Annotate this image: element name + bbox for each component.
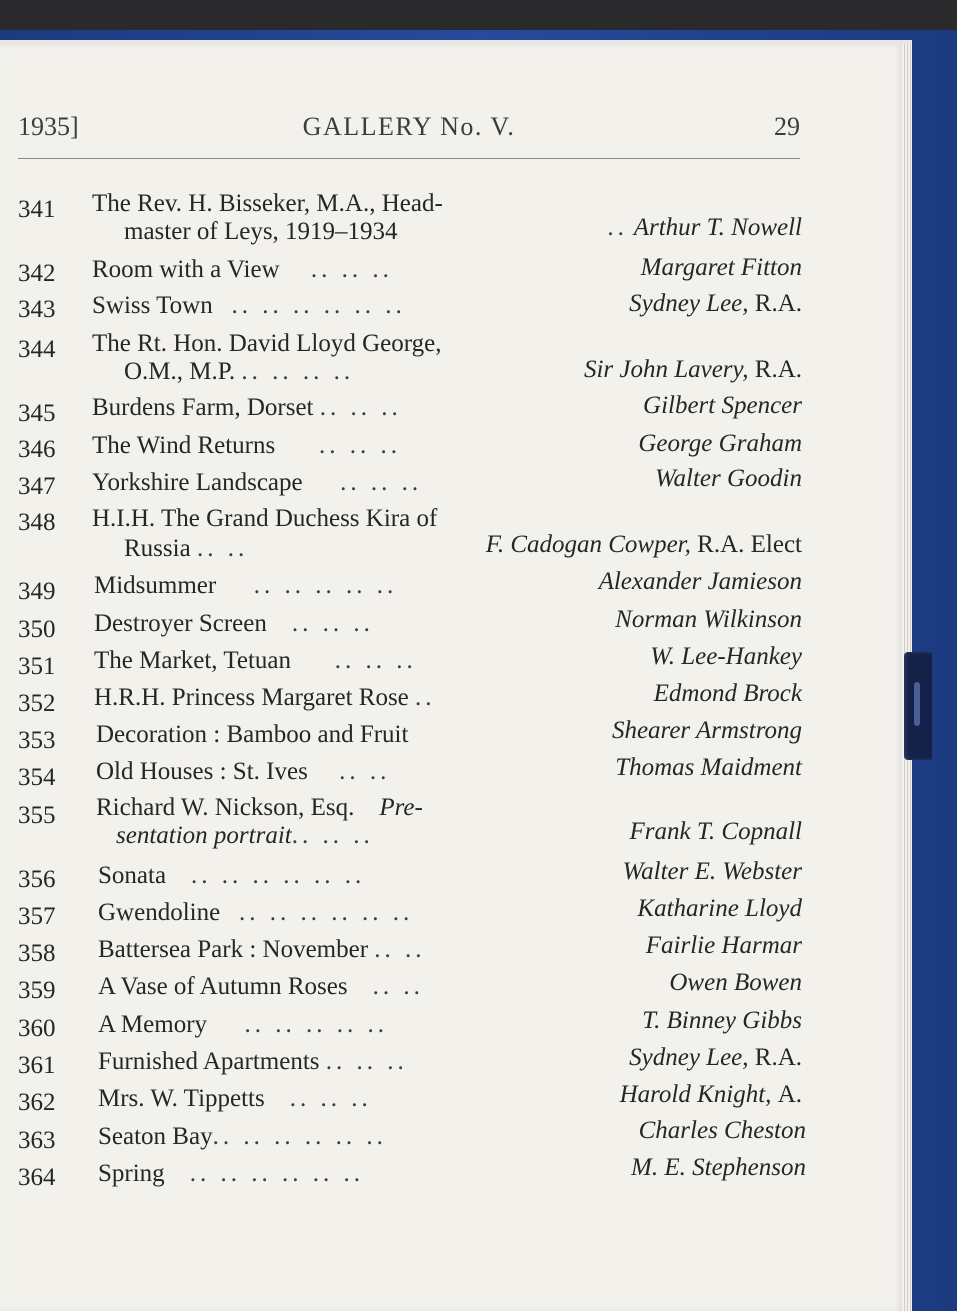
entry-number: 343: [18, 296, 56, 323]
entry-title-text: A Vase of Autumn Roses: [98, 973, 348, 1000]
entry-title-line2: [124, 358, 354, 386]
entry-artist: [629, 1044, 802, 1072]
leader-dots: .. .. .. .. .. ..: [212, 1123, 387, 1150]
entry-title: [98, 1123, 387, 1151]
entry-number: 356: [18, 866, 56, 893]
entry-artist: T. Binney Gibbs: [642, 1007, 802, 1034]
entry-title: [98, 1011, 388, 1039]
leader-dots: .. .. .. .. ..: [244, 1011, 389, 1038]
entry-title: [98, 862, 365, 890]
entry-title-text: Decoration : Bamboo and Fruit: [96, 721, 409, 748]
entry-title-text: Room with a View: [92, 256, 280, 283]
leader-dots: .. .. .. ..: [241, 358, 355, 385]
entry-artist: Thomas Maidment: [615, 754, 802, 781]
artist-name: Sir John Lavery,: [583, 356, 755, 383]
entry-title: [96, 721, 408, 749]
catalogue-entry: [0, 330, 902, 390]
leader-dots: .. .. .. .. .. ..: [231, 292, 406, 319]
entry-artist: [584, 356, 802, 384]
catalogue-entry: [0, 1007, 902, 1042]
header-page-number: 29: [774, 112, 800, 141]
entry-number: 348: [18, 509, 56, 536]
catalogue-entry: [0, 717, 902, 754]
entry-title: [98, 1048, 408, 1076]
leader-dots: .. .. ..: [340, 469, 423, 496]
catalogue-entry: [0, 1044, 902, 1079]
entry-title-line2-text: sentation portrait: [116, 822, 292, 849]
entry-number: 345: [18, 400, 56, 427]
entry-title-text: H.R.H. Princess Margaret Rose: [94, 684, 409, 711]
entry-title-text: Gwendoline: [98, 899, 221, 926]
entry-title: [92, 256, 393, 284]
running-header: [18, 112, 800, 158]
catalogue-entry: [0, 680, 902, 717]
entry-title-text: Richard W. Nickson, Esq.: [96, 794, 355, 821]
artist-name: F. Cadogan Cowper,: [485, 531, 698, 558]
entry-artist: Walter Goodin: [655, 465, 802, 492]
leader-dots: .. .. .. .. ..: [253, 572, 398, 599]
entry-number: 361: [18, 1052, 56, 1079]
entry-number: 346: [18, 436, 56, 463]
catalogue-entry: [0, 190, 902, 250]
entry-artist: Frank T. Copnall: [629, 818, 802, 845]
leader-dots: .. .. ..: [291, 822, 374, 849]
entry-title: [96, 794, 423, 822]
catalogue-entry: [0, 254, 902, 287]
entry-title-text: The Market, Tetuan: [94, 647, 292, 674]
entry-title-text: Destroyer Screen: [94, 610, 267, 637]
entry-title: [98, 899, 413, 927]
leader-dots: .. ..: [374, 936, 426, 963]
entry-title-italic: Pre-: [373, 794, 423, 821]
leader-dots: .. .. .. .. .. ..: [191, 862, 366, 889]
entry-title: [94, 610, 374, 638]
leader-dots: .. ..: [372, 973, 424, 1000]
entry-title: [96, 758, 390, 786]
leader-dots: ..: [415, 684, 436, 711]
leader-dots: .. .. .. .. .. ..: [238, 899, 414, 926]
entry-artist: Fairlie Harmar: [645, 932, 802, 959]
catalogue-entry: [0, 568, 902, 605]
entry-number: 349: [18, 578, 56, 605]
entry-number: 352: [18, 690, 56, 717]
entry-title: H.I.H. The Grand Duchess Kira of: [92, 505, 438, 532]
entry-title-text: Sonata: [98, 862, 167, 889]
catalogue-entry: [0, 1154, 902, 1191]
entry-title-line2-text: O.M., M.P.: [124, 358, 236, 385]
header-rule: [18, 158, 800, 159]
entry-title-text: Swiss Town: [92, 292, 213, 319]
artist-honour: R.A.: [754, 290, 802, 317]
header-gallery-title: GALLERY No. V.: [302, 112, 516, 141]
leader-dots: .. ..: [339, 758, 391, 785]
entry-artist: Alexander Jamieson: [598, 568, 802, 595]
entry-title-text: Yorkshire Landscape: [92, 469, 303, 496]
catalogue-entry: [0, 969, 902, 1004]
catalogue-entry: [0, 1081, 902, 1116]
entry-number: 347: [18, 473, 56, 500]
entry-title: [94, 572, 397, 600]
entry-title-line2: [116, 822, 374, 850]
entry-artist: George Graham: [638, 430, 802, 457]
entry-artist: W. Lee-Hankey: [650, 643, 802, 670]
artist-honour: A.: [777, 1081, 802, 1108]
catalogue-entry: [0, 392, 902, 427]
entry-title-text: Burdens Farm, Dorset: [92, 394, 314, 421]
catalogue-entry: [0, 606, 902, 643]
entry-title: [98, 1085, 372, 1113]
leader-dots: ..: [607, 214, 628, 241]
entry-artist: Gilbert Spencer: [643, 392, 802, 419]
entry-artist: Shearer Armstrong: [611, 717, 802, 744]
clasp-stitch: [914, 682, 920, 726]
leader-dots: .. .. ..: [310, 256, 393, 283]
entry-number: 364: [18, 1164, 56, 1191]
catalogue-entry: [0, 895, 902, 930]
entry-artist: Owen Bowen: [669, 969, 802, 996]
entry-artist: Norman Wilkinson: [615, 606, 802, 633]
entry-title-text: Mrs. W. Tippetts: [98, 1085, 265, 1112]
entry-artist: [629, 290, 802, 318]
artist-honour: R.A.: [754, 356, 802, 383]
header-year: 1935]: [18, 112, 79, 141]
catalogue-entry: [0, 290, 902, 323]
catalogue-entry: [0, 643, 902, 680]
artist-name: Sydney Lee,: [629, 1044, 755, 1071]
entry-number: 341: [18, 196, 56, 223]
leader-dots: .. .. .. .. .. ..: [189, 1160, 364, 1187]
catalogue-entry: [0, 465, 902, 500]
entry-number: 353: [18, 727, 56, 754]
entry-number: 362: [18, 1089, 56, 1116]
entry-number: 358: [18, 940, 56, 967]
entry-number: 350: [18, 616, 56, 643]
entry-title: [92, 394, 402, 422]
catalogue-entry: [0, 505, 902, 565]
leader-dots: .. ..: [196, 535, 249, 562]
entry-title: The Rev. H. Bisseker, M.A., Head-: [92, 190, 443, 217]
leader-dots: .. .. ..: [289, 1085, 372, 1112]
artist-name: Sydney Lee,: [629, 290, 755, 317]
entry-title-text: A Memory: [98, 1011, 208, 1038]
entry-title: The Rt. Hon. David Lloyd George,: [92, 330, 442, 357]
entry-title-text: The Wind Returns: [92, 432, 276, 459]
entry-number: 351: [18, 653, 56, 680]
entry-number: 342: [18, 260, 56, 287]
catalogue-entry: [0, 932, 902, 967]
leader-dots: .. .. ..: [325, 1048, 408, 1075]
entry-number: 357: [18, 903, 56, 930]
entry-title: [94, 647, 417, 675]
entry-artist: Katharine Lloyd: [637, 895, 802, 922]
entry-number: 359: [18, 977, 56, 1004]
catalogue-entry: [0, 1117, 902, 1154]
artist-honour: R.A.: [754, 1044, 802, 1071]
entry-title: [98, 1160, 364, 1188]
entry-title-text: Old Houses : St. Ives: [96, 758, 308, 785]
entry-number: 355: [18, 802, 56, 829]
entry-artist: Edmond Brock: [653, 680, 802, 707]
artist-name: Harold Knight,: [619, 1081, 778, 1108]
entry-title-line2-text: Russia: [124, 535, 191, 562]
entry-title: [94, 684, 436, 712]
leader-dots: .. .. ..: [291, 610, 374, 637]
entry-title: [92, 469, 422, 497]
leader-dots: .. .. ..: [318, 432, 401, 459]
catalogue-entry: [0, 794, 902, 854]
entry-title: [98, 936, 426, 964]
entry-title-line2: [124, 218, 398, 246]
catalogue-entry: [0, 754, 902, 791]
leader-dots: .. .. ..: [319, 394, 402, 421]
entry-artist: Margaret Fitton: [640, 254, 802, 281]
entry-number: 360: [18, 1015, 56, 1042]
entry-title-text: Midsummer: [94, 572, 217, 599]
entry-artist: Charles Cheston: [638, 1117, 806, 1144]
entry-title: [92, 292, 406, 320]
entry-title-line2: [124, 535, 248, 563]
entry-title-text: Seaton Bay: [98, 1123, 213, 1150]
entry-artist: [486, 531, 802, 559]
entry-title: [98, 973, 424, 1001]
entry-title-line2-text: master of Leys, 1919–1934: [124, 218, 398, 245]
entry-title-text: Furnished Apartments: [98, 1048, 320, 1075]
entry-number: 354: [18, 764, 56, 791]
catalogue-entry: [0, 858, 902, 893]
artist-honour: R.A. Elect: [697, 531, 802, 558]
entry-number: 363: [18, 1127, 56, 1154]
entry-title-text: Battersea Park : November: [98, 936, 369, 963]
entry-number: 344: [18, 336, 56, 363]
entry-artist: [607, 214, 802, 242]
catalogue-entry: [0, 430, 902, 463]
artist-name: Arthur T. Nowell: [633, 214, 802, 241]
entry-title: [92, 432, 401, 460]
entry-artist: Walter E. Webster: [622, 858, 802, 885]
entry-artist: M. E. Stephenson: [631, 1154, 806, 1181]
book-clasp: [904, 652, 932, 760]
leader-dots: .. .. ..: [334, 647, 417, 674]
entry-title-text: Spring: [98, 1160, 165, 1187]
entry-artist: [620, 1081, 802, 1109]
